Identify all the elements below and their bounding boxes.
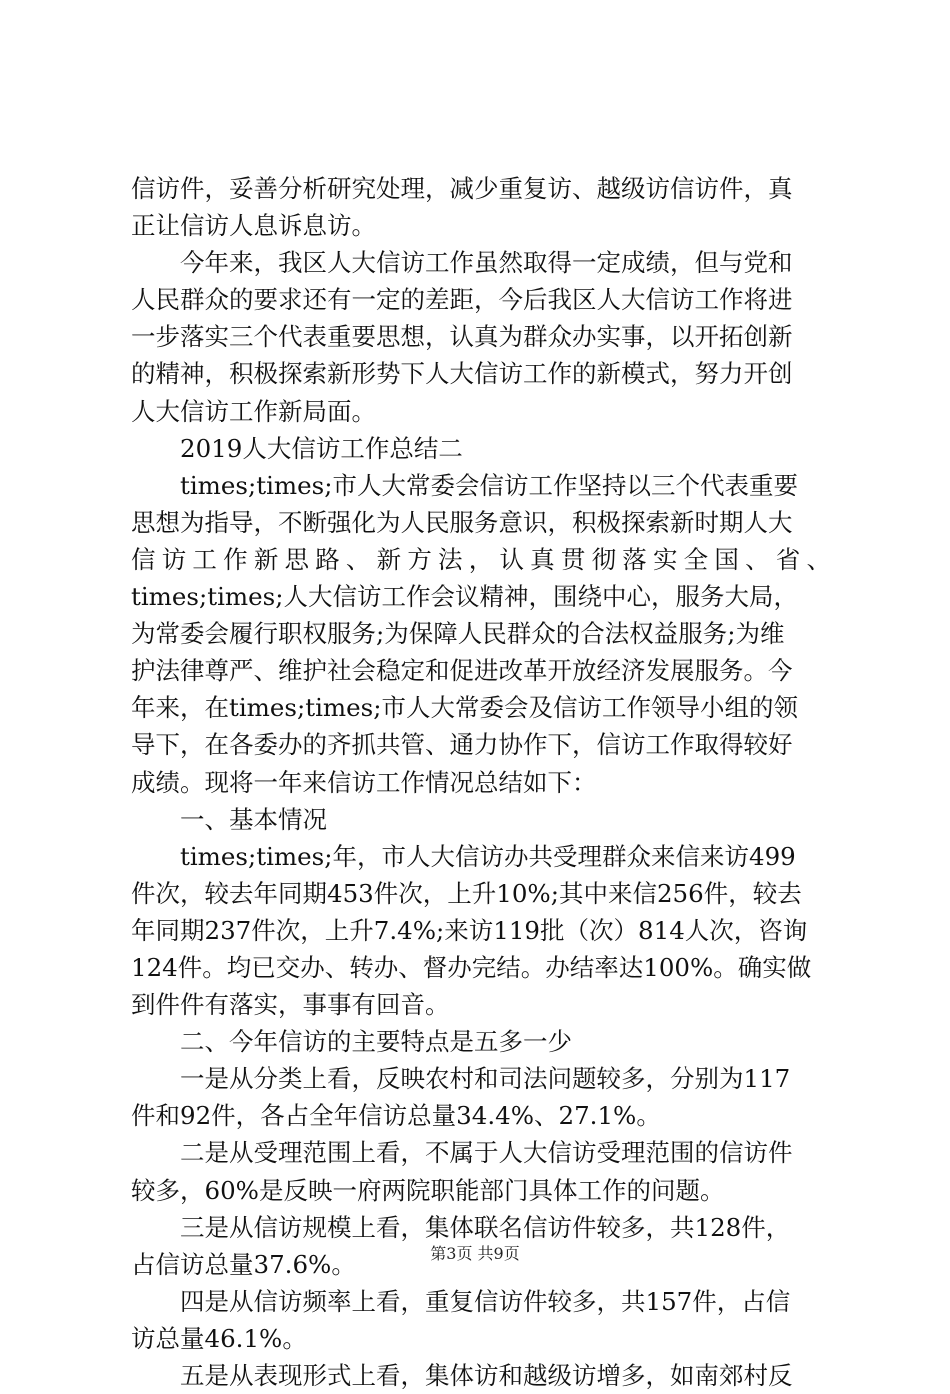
paragraph-start: 今年来，我区人大信访工作虽然取得一定成绩，但与党和 <box>180 248 793 278</box>
text-line: 年同期237件次，上升7.4%;来访119批（次）814人次，咨询 <box>131 915 808 945</box>
text-line: 的精神，积极探索新形势下人大信访工作的新模式，努力开创 <box>131 359 793 389</box>
text-line: 成绩。现将一年来信访工作情况总结如下： <box>131 767 597 797</box>
section-heading: 2019人大信访工作总结二 <box>180 433 463 463</box>
text-line: 访总量46.1%。 <box>131 1323 307 1353</box>
text-line: times;times;人大信访工作会议精神，围绕中心，服务大局， <box>131 582 798 612</box>
text-line: 占信访总量37.6%。 <box>131 1249 356 1279</box>
text-line: 正让信访人息诉息访。 <box>131 211 376 241</box>
document-body <box>131 170 831 1394</box>
text-line: 人民群众的要求还有一定的差距，今后我区人大信访工作将进 <box>131 285 793 315</box>
text-line: 较多，60%是反映一府两院职能部门具体工作的问题。 <box>131 1175 725 1205</box>
text-line: 一步落实三个代表重要思想，认真为群众办实事，以开拓创新 <box>131 322 793 352</box>
text-line: 124件。均已交办、转办、督办完结。办结率达100%。确实做 <box>131 952 812 982</box>
paragraph-start: 三是从信访规模上看，集体联名信访件较多，共128件， <box>180 1212 791 1242</box>
section-heading: 二、今年信访的主要特点是五多一少 <box>180 1027 572 1057</box>
paragraph-start: times;times;年，市人大信访办共受理群众来信来访499 <box>180 841 796 871</box>
paragraph-start: 二是从受理范围上看，不属于人大信访受理范围的信访件 <box>180 1138 793 1168</box>
text-line: 信访件，妥善分析研究处理，减少重复访、越级访信访件，真 <box>131 174 793 203</box>
text-line: 信访工作新思路、新方法，认真贯彻落实全国、省、 <box>131 544 831 574</box>
text-line: 护法律尊严、维护社会稳定和促进改革开放经济发展服务。今 <box>131 656 793 686</box>
paragraph-start: 一是从分类上看，反映农村和司法问题较多，分别为117 <box>180 1064 791 1094</box>
text-line: 年来，在times;times;市人大常委会及信访工作领导小组的领 <box>131 693 798 723</box>
text-line: 人大信访工作新局面。 <box>131 396 376 426</box>
text-line: 导下，在各委办的齐抓共管、通力协作下，信访工作取得较好 <box>131 730 793 760</box>
text-line: 为常委会履行职权服务;为保障人民群众的合法权益服务;为维 <box>131 619 785 649</box>
paragraph-start: 五是从表现形式上看，集体访和越级访增多，如南郊村反 <box>180 1361 793 1390</box>
text-line: 思想为指导，不断强化为人民服务意识，积极探索新时期人大 <box>131 507 793 537</box>
paragraph-start: times;times;市人大常委会信访工作坚持以三个代表重要 <box>180 470 798 500</box>
section-heading: 一、基本情况 <box>180 804 327 834</box>
text-line: 到件件有落实，事事有回音。 <box>131 990 450 1020</box>
text-line: 件次，较去年同期453件次，上升10%;其中来信256件，较去 <box>131 878 802 908</box>
page-number-footer: 第3页 共9页 <box>430 1244 520 1263</box>
paragraph-start: 四是从信访频率上看，重复信访件较多，共157件，占信 <box>180 1286 791 1316</box>
text-line: 件和92件，各占全年信访总量34.4%、27.1%。 <box>131 1101 661 1131</box>
